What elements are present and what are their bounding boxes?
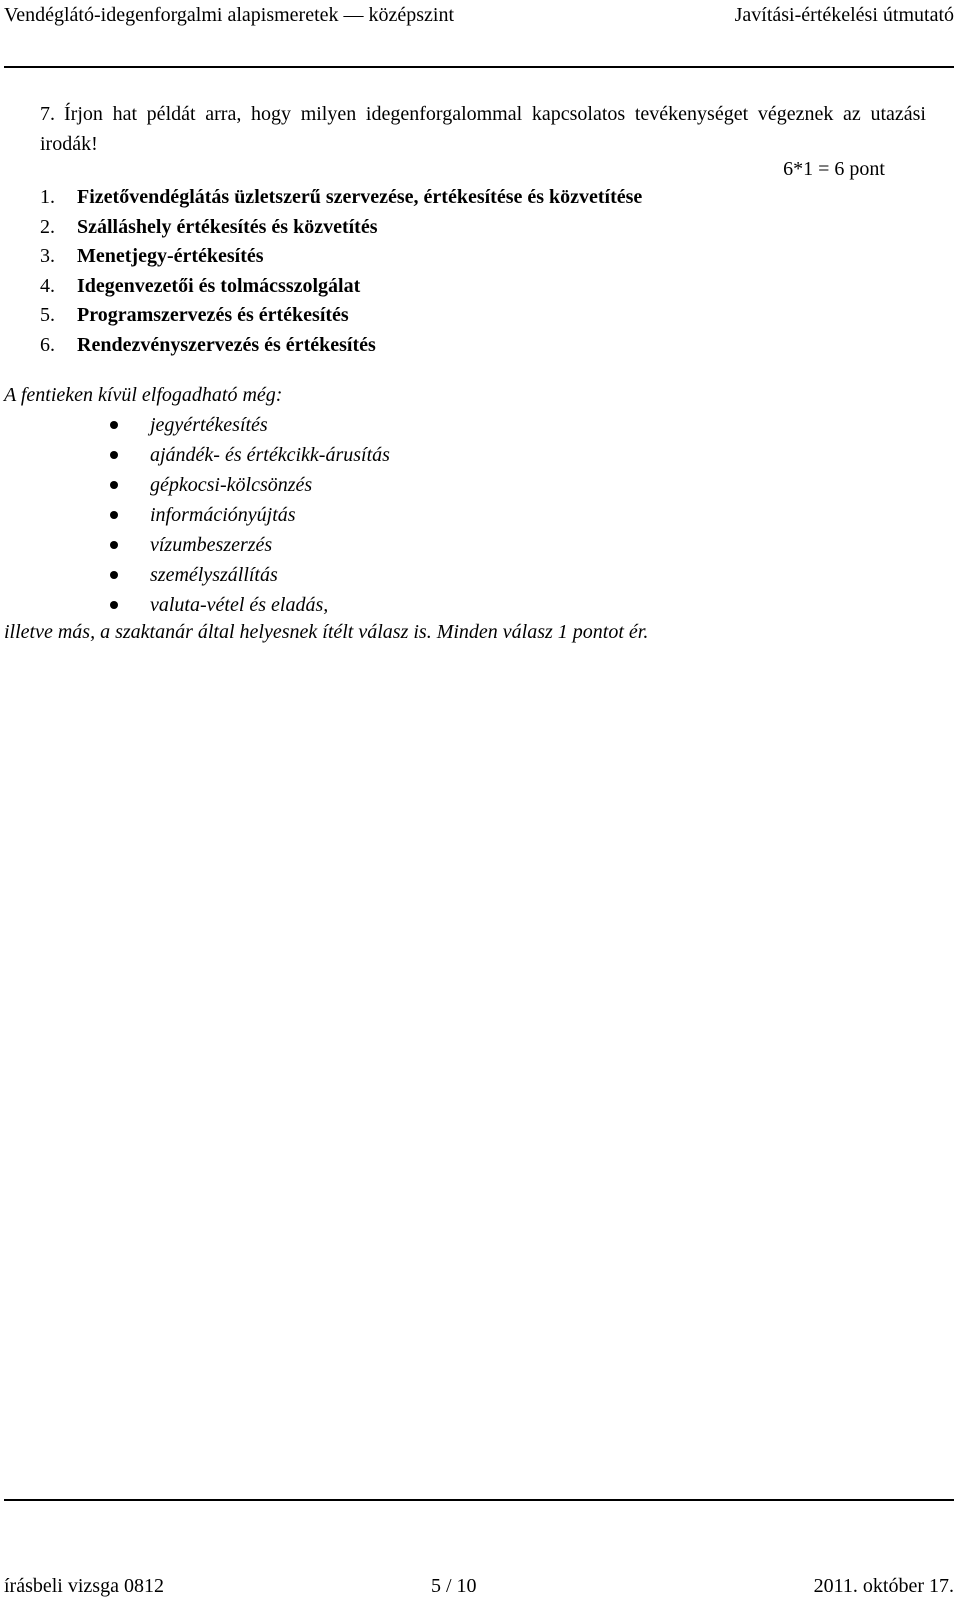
bullet-icon [110, 421, 118, 429]
bullet-icon [110, 511, 118, 519]
answer-text: Rendezvényszervezés és értékesítés [77, 333, 376, 356]
extra-answer-item [110, 470, 390, 500]
extra-answer-item [110, 440, 390, 470]
answer-text: Menetjegy-értékesítés [77, 245, 264, 268]
extra-answer-list [110, 410, 390, 620]
answer-number: 2. [40, 215, 55, 238]
bullet-icon [110, 451, 118, 459]
footer-page-number: 5 / 10 [431, 1575, 477, 1597]
bullet-icon [110, 571, 118, 579]
answer-item [40, 183, 642, 213]
extra-answer-text: ajándék- és értékcikk-árusítás [150, 444, 390, 466]
header-divider [4, 66, 954, 68]
answer-number: 6. [40, 333, 55, 356]
answer-text: Fizetővendéglátás üzletszerű szervezése, értékesítése és közvetítése [77, 186, 643, 208]
answer-number: 1. [40, 186, 55, 208]
answer-number: 3. [40, 245, 55, 268]
extra-answer-item [110, 500, 390, 530]
extra-answer-text: információnyújtás [150, 504, 296, 526]
answer-item [40, 301, 642, 331]
answer-number: 5. [40, 304, 55, 327]
extra-answer-text: személyszállítás [150, 564, 278, 586]
header-title: Vendéglátó-idegenforgalmi alapismeretek — középszint [4, 4, 455, 26]
answer-item [40, 272, 642, 302]
question [40, 99, 926, 159]
bullet-icon [110, 541, 118, 549]
extra-answer-item [110, 560, 390, 590]
answer-number: 4. [40, 274, 55, 297]
extra-answer-item [110, 410, 390, 440]
answer-list [40, 183, 642, 361]
answer-text: Szálláshely értékesítés és közvetítés [77, 215, 378, 238]
question-text: Írjon hat példát arra, hogy milyen idegenforgalommal kapcsolatos tevékenységet végeznek az utazási irodák! [40, 103, 926, 155]
answer-item [40, 213, 642, 243]
answer-item [40, 242, 642, 272]
closing-note: illetve más, a szaktanár által helyesnek ítélt válasz is. Minden válasz 1 pontot ér. [4, 621, 649, 643]
footer-divider [4, 1499, 954, 1501]
question-number: 7. [40, 103, 55, 125]
extra-answer-item [110, 530, 390, 560]
bullet-icon [110, 481, 118, 489]
answer-text: Idegenvezetői és tolmácsszolgálat [77, 274, 361, 297]
extra-answer-text: vízumbeszerzés [150, 534, 273, 556]
extra-answer-text: gépkocsi-kölcsönzés [150, 474, 313, 496]
bullet-icon [110, 601, 118, 609]
header-subtitle: Javítási-értékelési útmutató [734, 4, 954, 26]
footer-date: 2011. október 17. [813, 1575, 954, 1597]
extra-answer-item [110, 590, 390, 620]
footer-exam-code: írásbeli vizsga 0812 [4, 1575, 164, 1597]
answer-text: Programszervezés és értékesítés [77, 304, 349, 327]
extra-answer-text: valuta-vétel és eladás, [150, 594, 329, 616]
answer-item [40, 331, 642, 361]
extra-answer-text: jegyértékesítés [150, 414, 268, 436]
question-points: 6*1 = 6 pont [783, 158, 885, 180]
acceptable-note: A fentieken kívül elfogadható még: [4, 384, 283, 406]
